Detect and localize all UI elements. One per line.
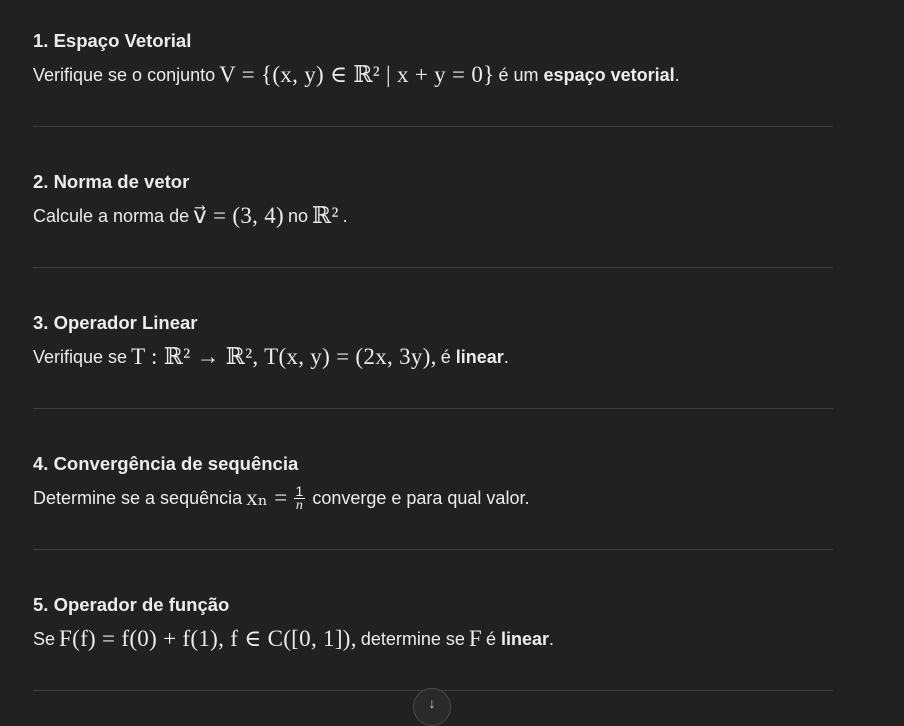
exercise-title: 3. Operador Linear (33, 312, 198, 333)
exercise-statement: Determine se a sequência xₙ = $\frac{1}{n}$ converge e para qual valor. (33, 482, 530, 513)
exercise-title: 2. Norma de vetor (33, 171, 190, 192)
divider (33, 126, 833, 127)
fraction: $\frac{1}{n}$ (295, 482, 304, 513)
divider (33, 267, 833, 268)
chat-content (33, 0, 833, 705)
arrow-down-icon: ↓ (428, 695, 436, 711)
exercise-3 (33, 282, 833, 423)
divider (33, 408, 833, 409)
scroll-to-bottom-button[interactable] (413, 688, 451, 726)
exercise-statement: Verifique se T : ℝ² → ℝ², T(x, y) = (2x, 3y), é linear . (33, 344, 509, 369)
math-expression: xₙ = (246, 485, 288, 510)
math-expression: ℝ² (312, 203, 339, 228)
exercise-title: 1. Espaço Vetorial (33, 30, 192, 51)
exercise-title: 4. Convergência de sequência (33, 453, 299, 474)
exercise-title: 5. Operador de função (33, 594, 230, 615)
math-expression: V = {(x, y) ∈ ℝ² | x + y = 0} (219, 62, 495, 87)
exercise-2 (33, 141, 833, 282)
math-expression: F (468, 626, 482, 651)
math-expression: F(f) = f(0) + f(1), f ∈ C([0, 1]), (59, 626, 357, 651)
math-expression: T : ℝ² → ℝ², T(x, y) = (2x, 3y), (131, 344, 437, 369)
divider (33, 549, 833, 550)
exercise-statement: Se F(f) = f(0) + f(1), f ∈ C([0, 1]), determine se F é linear . (33, 626, 555, 651)
exercise-statement: Calcule a norma de v⃗ = (3, 4) no ℝ² . (33, 203, 348, 228)
math-expression: v⃗ = (3, 4) (193, 203, 284, 228)
exercise-statement: Verifique se o conjunto V = {(x, y) ∈ ℝ² | x + y = 0} é um espaço vetorial . (33, 62, 680, 87)
exercise-4 (33, 423, 833, 564)
exercise-1 (33, 0, 833, 141)
exercise-5 (33, 564, 833, 705)
